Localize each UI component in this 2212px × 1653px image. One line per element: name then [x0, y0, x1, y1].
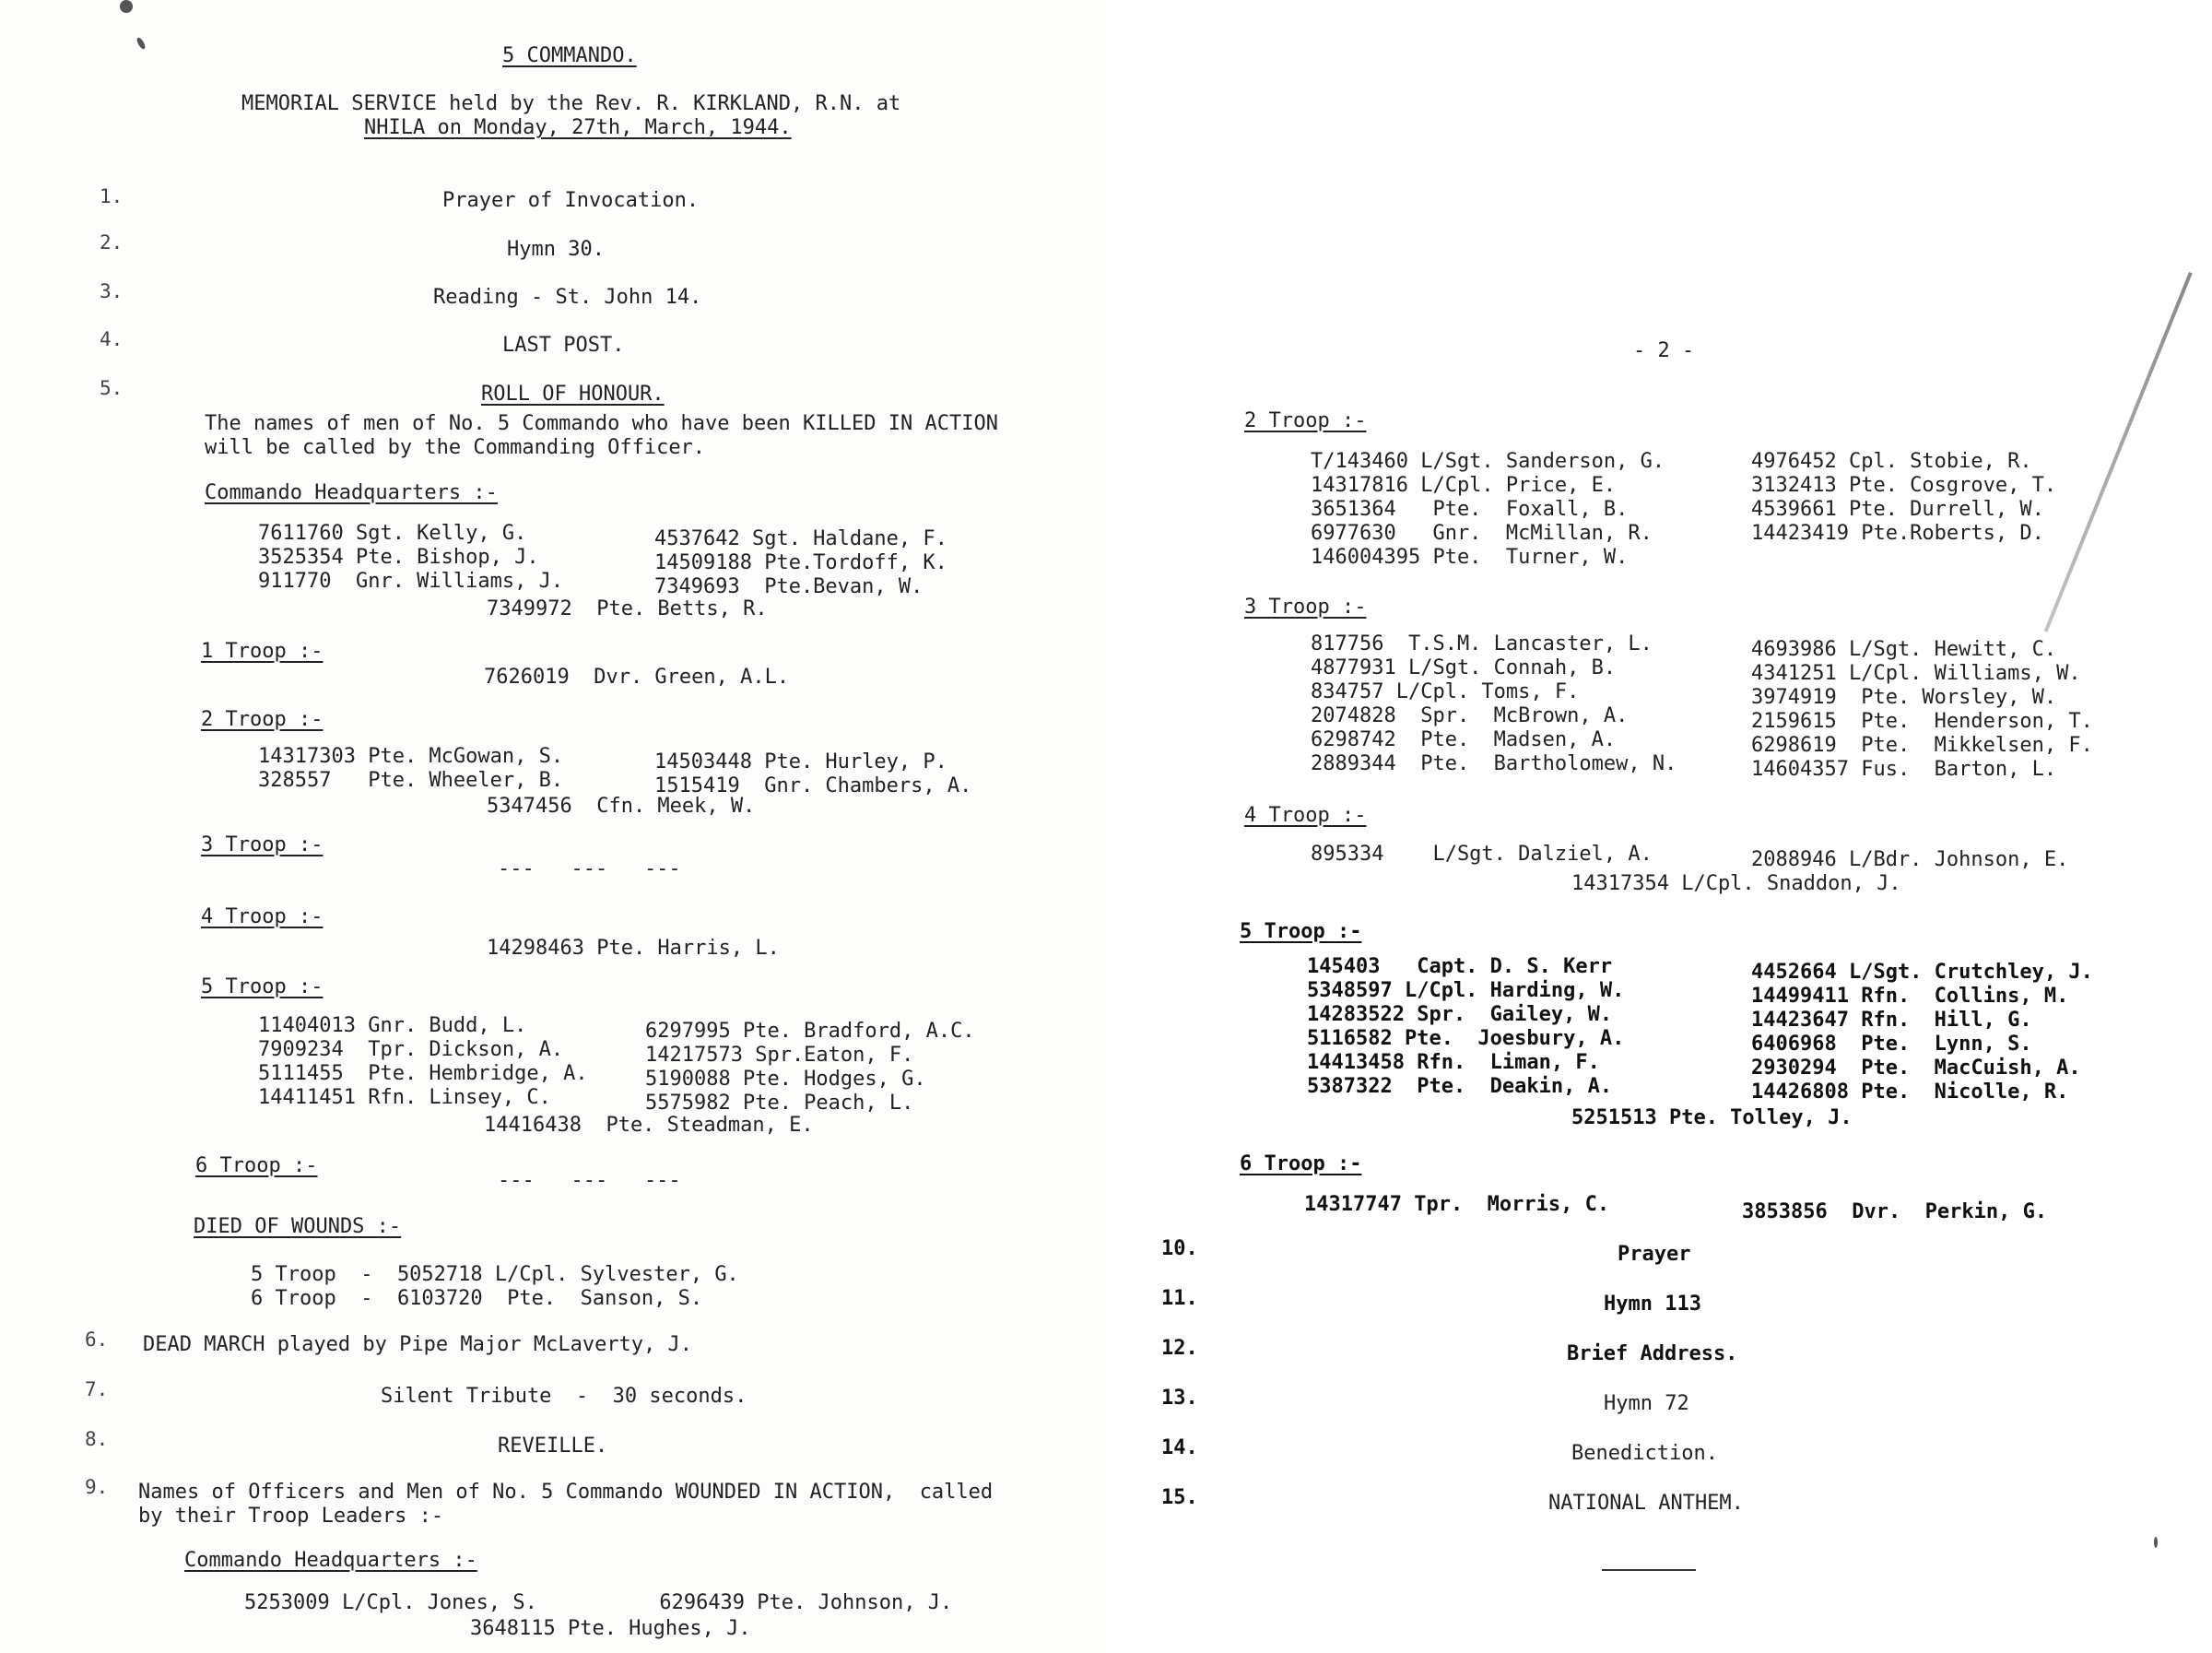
item-text: NATIONAL ANTHEM.	[1548, 1492, 1744, 1515]
died-of-wounds-heading: DIED OF WOUNDS :-	[194, 1215, 402, 1238]
item-number: 5.	[100, 377, 124, 399]
roll-of-honour-title: ROLL OF HONOUR.	[481, 383, 665, 406]
troop1-heading: 1 Troop :-	[201, 640, 324, 663]
list-item: 6406968 Pte. Lynn, S.	[1751, 1033, 2032, 1056]
list-item: 1515419 Gnr. Chambers, A.	[654, 774, 972, 797]
list-item: 14499411 Rfn. Collins, M.	[1751, 985, 2069, 1008]
item-number: 3.	[100, 280, 124, 302]
list-item: 911770 Gnr. Williams, J.	[258, 570, 564, 593]
list-item: 14317303 Pte. McGowan, S.	[258, 745, 564, 768]
roll-intro-line2: will be called by the Commanding Officer.	[205, 436, 706, 459]
list-item: 5253009 L/Cpl. Jones, S. 6296439 Pte. Johnson, J.	[244, 1591, 953, 1614]
list-item: 4976452 Cpl. Stobie, R.	[1751, 450, 2032, 473]
scan-mark	[2154, 1537, 2158, 1548]
list-item: 5190088 Pte. Hodges, G.	[645, 1068, 926, 1091]
list-item: 14604357 Fus. Barton, L.	[1751, 758, 2057, 781]
item-number: 10.	[1161, 1237, 1198, 1260]
list-item: 6977630 Gnr. McMillan, R.	[1311, 522, 1653, 545]
list-item: 6298619 Pte. Mikkelsen, F.	[1751, 734, 2093, 757]
list-item: 3648115 Pte. Hughes, J.	[470, 1617, 751, 1640]
list-item: 14426808 Pte. Nicolle, R.	[1751, 1080, 2069, 1104]
list-item: 5387322 Pte. Deakin, A.	[1307, 1075, 1613, 1098]
troop3-heading: 3 Troop :-	[201, 833, 324, 856]
troop6-heading: 6 Troop :-	[1240, 1152, 1362, 1175]
item-number: 7.	[85, 1378, 109, 1400]
list-item: 2159615 Pte. Henderson, T.	[1751, 710, 2093, 733]
list-item: 145403 Capt. D. S. Kerr	[1307, 955, 1613, 978]
list-item: 5575982 Pte. Peach, L.	[645, 1092, 914, 1115]
item-text: Prayer	[1618, 1243, 1691, 1266]
list-item: 7349972 Pte. Betts, R.	[487, 597, 768, 620]
item-number: 14.	[1161, 1436, 1198, 1459]
item-number: 1.	[100, 185, 124, 207]
list-item: 3651364 Pte. Foxall, B.	[1311, 498, 1629, 521]
scan-mark	[135, 36, 147, 50]
list-item: 4341251 L/Cpl. Williams, W.	[1751, 662, 2081, 685]
list-item: 14411451 Rfn. Linsey, C.	[258, 1086, 551, 1109]
page-number: - 2 -	[1633, 339, 1695, 362]
list-item: 7611760 Sgt. Kelly, G.	[258, 522, 527, 545]
list-item: 834757 L/Cpl. Toms, F.	[1311, 680, 1580, 703]
item-text: REVEILLE.	[498, 1435, 608, 1458]
list-item: 14317816 L/Cpl. Price, E.	[1311, 474, 1617, 497]
list-item: 14509188 Pte.Tordoff, K.	[654, 551, 947, 574]
list-item: 7349693 Pte.Bevan, W.	[654, 575, 924, 598]
list-item: 4877931 L/Sgt. Connah, B.	[1311, 656, 1617, 679]
list-item: 3132413 Pte. Cosgrove, T.	[1751, 474, 2057, 497]
list-item: 4693986 L/Sgt. Hewitt, C.	[1751, 638, 2057, 661]
list-item: 14423647 Rfn. Hill, G.	[1751, 1009, 2032, 1032]
list-item: 3525354 Pte. Bishop, J.	[258, 546, 539, 569]
list-item: 6297995 Pte. Bradford, A.C.	[645, 1020, 975, 1043]
item-text: Hymn 113	[1604, 1293, 1701, 1316]
wia-hq-heading: Commando Headquarters :-	[184, 1549, 477, 1572]
list-item: 2074828 Spr. McBrown, A.	[1311, 704, 1629, 727]
item-text: LAST POST.	[502, 334, 625, 357]
header-line1: MEMORIAL SERVICE held by the Rev. R. KIRKLAND, R.N. at	[241, 92, 901, 115]
list-item: 4537642 Sgt. Haldane, F.	[654, 527, 947, 550]
scan-mark	[117, 0, 135, 16]
item-number: 2.	[100, 231, 124, 254]
wounded-intro-line1: Names of Officers and Men of No. 5 Commando WOUNDED IN ACTION, called	[138, 1481, 994, 1504]
list-item: 14298463 Pte. Harris, L.	[487, 937, 780, 960]
list-item: 2930294 Pte. MacCuish, A.	[1751, 1057, 2081, 1080]
troop4-heading: 4 Troop :-	[201, 905, 324, 928]
troop2-heading: 2 Troop :-	[1244, 409, 1367, 432]
item-text: Hymn 72	[1604, 1392, 1689, 1415]
troop6-nil: --- --- ---	[498, 1169, 681, 1192]
item-text: Reading - St. John 14.	[433, 286, 702, 309]
list-item: 14416438 Pte. Steadman, E.	[484, 1114, 814, 1137]
item-text: Benediction.	[1571, 1442, 1718, 1465]
list-item: 14503448 Pte. Hurley, P.	[654, 750, 947, 773]
list-item: 817756 T.S.M. Lancaster, L.	[1311, 632, 1653, 655]
item-text: DEAD MARCH played by Pipe Major McLaverty, J.	[143, 1333, 693, 1356]
wounded-intro-line2: by their Troop Leaders :-	[138, 1505, 444, 1528]
item-number: 4.	[100, 328, 124, 350]
scan-streak	[2044, 272, 2193, 632]
item-number: 12.	[1161, 1337, 1198, 1360]
troop5-heading: 5 Troop :-	[1240, 920, 1362, 943]
item-number: 6.	[85, 1328, 109, 1351]
hq-heading: Commando Headquarters :-	[205, 481, 498, 504]
list-item: 895334 L/Sgt. Dalziel, A.	[1311, 843, 1653, 866]
end-rule	[1602, 1569, 1696, 1571]
list-item: 14283522 Spr. Gailey, W.	[1307, 1003, 1613, 1026]
list-item: 5348597 L/Cpl. Harding, W.	[1307, 979, 1625, 1002]
troop4-heading: 4 Troop :-	[1244, 804, 1367, 827]
header-line2: NHILA on Monday, 27th, March, 1944.	[364, 116, 792, 139]
troop5-heading: 5 Troop :-	[201, 975, 324, 998]
item-text: Prayer of Invocation.	[442, 189, 700, 212]
list-item: 14413458 Rfn. Liman, F.	[1307, 1051, 1600, 1074]
list-item: 14423419 Pte.Roberts, D.	[1751, 522, 2044, 545]
list-item: 14317747 Tpr. Morris, C.	[1304, 1193, 1610, 1216]
list-item: 146004395 Pte. Turner, W.	[1311, 546, 1629, 569]
troop2-heading: 2 Troop :-	[201, 708, 324, 731]
list-item: T/143460 L/Sgt. Sanderson, G.	[1311, 450, 1665, 473]
list-item: 5 Troop - 5052718 L/Cpl. Sylvester, G.	[251, 1263, 739, 1286]
item-number: 9.	[85, 1476, 109, 1498]
unit-title: 5 COMMANDO.	[502, 44, 637, 67]
page-right	[1106, 0, 2212, 1653]
list-item: 2889344 Pte. Bartholomew, N.	[1311, 752, 1677, 775]
item-number: 8.	[85, 1428, 109, 1450]
list-item: 6298742 Pte. Madsen, A.	[1311, 728, 1617, 751]
list-item: 328557 Pte. Wheeler, B.	[258, 769, 564, 792]
list-item: 7909234 Tpr. Dickson, A.	[258, 1038, 564, 1061]
list-item: 5347456 Cfn. Meek, W.	[487, 795, 756, 818]
list-item: 14317354 L/Cpl. Snaddon, J.	[1571, 872, 1901, 895]
item-text: Silent Tribute - 30 seconds.	[381, 1385, 747, 1408]
troop3-nil: --- --- ---	[498, 857, 681, 880]
list-item: 4539661 Pte. Durrell, W.	[1751, 498, 2044, 521]
list-item: 4452664 L/Sgt. Crutchley, J.	[1751, 961, 2093, 984]
item-number: 13.	[1161, 1387, 1198, 1410]
item-text: Hymn 30.	[507, 238, 605, 261]
item-text: Brief Address.	[1567, 1342, 1738, 1365]
troop6-heading: 6 Troop :-	[195, 1154, 318, 1177]
list-item: 5111455 Pte. Hembridge, A.	[258, 1062, 588, 1085]
troop3-heading: 3 Troop :-	[1244, 596, 1367, 619]
list-item: 14217573 Spr.Eaton, F.	[645, 1044, 914, 1067]
list-item: 5116582 Pte. Joesbury, A.	[1307, 1027, 1625, 1050]
item-number: 11.	[1161, 1287, 1198, 1310]
list-item: 5251513 Pte. Tolley, J.	[1571, 1106, 1853, 1129]
list-item: 6 Troop - 6103720 Pte. Sanson, S.	[251, 1287, 703, 1310]
list-item: 3853856 Dvr. Perkin, G.	[1742, 1200, 2048, 1223]
list-item: 11404013 Gnr. Budd, L.	[258, 1014, 527, 1037]
list-item: 3974919 Pte. Worsley, W.	[1751, 686, 2057, 709]
roll-intro-line1: The names of men of No. 5 Commando who have been KILLED IN ACTION	[205, 412, 998, 435]
list-item: 2088946 L/Bdr. Johnson, E.	[1751, 848, 2069, 871]
item-number: 15.	[1161, 1486, 1198, 1509]
list-item: 7626019 Dvr. Green, A.L.	[484, 666, 790, 689]
